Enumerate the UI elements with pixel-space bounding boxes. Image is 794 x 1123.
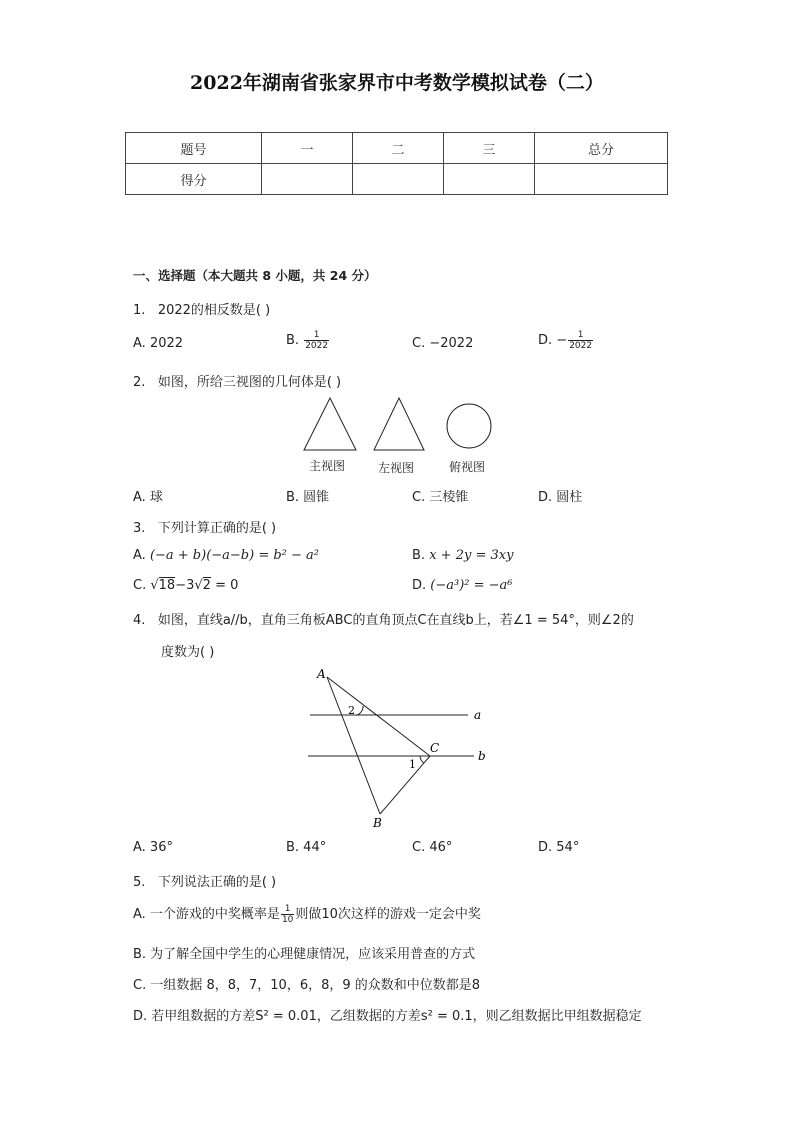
score-table-header-row xyxy=(126,133,668,164)
page-title: 2022年湖南省张家界市中考数学模拟试卷（二） xyxy=(190,72,604,94)
question-5 xyxy=(133,871,276,890)
header-cell: 总分 xyxy=(535,133,668,164)
question-text: 下列计算正确的是( ) xyxy=(157,521,277,536)
top-view-caption: 俯视图 xyxy=(449,460,486,474)
label-angle-2: 2 xyxy=(348,704,355,717)
angle-1-arc xyxy=(420,756,424,763)
header-cell: 题号 xyxy=(126,133,262,164)
option-letter: C. xyxy=(412,336,426,351)
option-letter: C. xyxy=(133,578,147,593)
score-cell[interactable] xyxy=(262,164,353,195)
top-view-circle xyxy=(447,404,491,448)
q2-option-d[interactable]: D. 圆柱 xyxy=(538,490,583,505)
option-value: (−a + b)(−a−b) = b² − a² xyxy=(149,548,320,563)
q5-option-b[interactable]: B. 为了解全国中学生的心理健康情况，应该采用普查的方式 xyxy=(133,947,476,962)
option-letter: D. xyxy=(538,333,553,348)
q3-option-d[interactable] xyxy=(412,578,513,593)
question-number: 2. xyxy=(133,375,146,390)
q1-option-b[interactable] xyxy=(286,330,330,351)
option-letter: A. xyxy=(133,336,146,351)
q2-option-c[interactable]: C. 三棱锥 xyxy=(412,490,469,505)
numerator: 1 xyxy=(281,904,294,915)
q3-option-c[interactable] xyxy=(133,578,238,593)
q1-option-a[interactable] xyxy=(133,336,183,351)
fraction xyxy=(281,904,294,925)
question-text: 如图，直线a//b，直角三角板ABC的直角顶点C在直线b上，若∠1 = 54°，则∠2的 xyxy=(157,613,634,628)
q4-option-c[interactable]: C. 46° xyxy=(412,840,453,855)
option-value: −3√ xyxy=(175,578,203,593)
option-value: x + 2y = 3xy xyxy=(429,548,514,563)
option-letter: A. xyxy=(133,548,146,563)
left-view-caption: 左视图 xyxy=(378,461,415,475)
label-line-b: b xyxy=(478,749,486,763)
header-cell: 三 xyxy=(444,133,535,164)
numerator: 1 xyxy=(304,330,329,341)
front-view-triangle xyxy=(304,398,356,450)
option-letter: B. xyxy=(412,548,426,563)
option-letter: D. xyxy=(412,578,427,593)
front-view-caption: 主视图 xyxy=(309,459,346,473)
option-text: 则做10次这样的游戏一定会中奖 xyxy=(295,907,481,922)
q3-option-b[interactable] xyxy=(412,548,513,563)
question-2 xyxy=(133,371,341,390)
option-value: (−a³)² = −a⁶ xyxy=(430,578,513,593)
label-line-a: a xyxy=(474,708,482,722)
score-table-score-row xyxy=(126,164,668,195)
q1-option-d[interactable] xyxy=(538,330,594,351)
option-letter: B. xyxy=(286,333,300,348)
question-1 xyxy=(133,299,270,318)
question-text: 如图，所给三视图的几何体是( ) xyxy=(157,375,342,390)
q4-option-b[interactable]: B. 44° xyxy=(286,840,327,855)
option-value: 2022 xyxy=(149,336,184,351)
score-cell[interactable] xyxy=(444,164,535,195)
segment-bc xyxy=(380,756,430,814)
option-value: −2022 xyxy=(429,336,474,351)
radicand: 18 xyxy=(158,578,176,593)
question-4 xyxy=(133,609,634,628)
question-3 xyxy=(133,517,276,536)
q5-option-c[interactable]: C. 一组数据 8，8，7，10，6，8，9 的众数和中位数都是8 xyxy=(133,978,481,993)
q2-option-a[interactable]: A. 球 xyxy=(133,490,163,505)
angle-2-arc xyxy=(357,706,363,715)
q2-option-b[interactable]: B. 圆锥 xyxy=(286,490,330,505)
q1-option-c[interactable] xyxy=(412,336,473,351)
label-vertex-b: B xyxy=(373,816,382,830)
question-number: 4. xyxy=(133,613,146,628)
score-table xyxy=(125,132,668,195)
denominator: 2022 xyxy=(305,341,329,351)
option-text: A. 一个游戏的中奖概率是 xyxy=(133,907,280,922)
q5-option-d[interactable]: D. 若甲组数据的方差S² = 0.01，乙组数据的方差s² = 0.1，则乙组数据比甲组数据稳定 xyxy=(133,1009,642,1024)
row-label: 得分 xyxy=(126,164,262,195)
question-text: 2022的相反数是( ) xyxy=(157,303,271,318)
q5-option-a[interactable] xyxy=(133,903,481,925)
left-view-triangle xyxy=(374,398,424,450)
question-text: 下列说法正确的是( ) xyxy=(157,875,277,890)
minus-sign: − xyxy=(556,333,568,348)
label-vertex-c: C xyxy=(430,741,440,755)
q4-option-a[interactable]: A. 36° xyxy=(133,840,173,855)
fraction xyxy=(304,330,329,351)
header-cell: 一 xyxy=(262,133,353,164)
question-number: 3. xyxy=(133,521,146,536)
q4-option-d[interactable]: D. 54° xyxy=(538,840,580,855)
score-cell[interactable] xyxy=(353,164,444,195)
label-angle-1: 1 xyxy=(409,758,416,771)
q3-option-a[interactable] xyxy=(133,548,319,563)
label-vertex-a: A xyxy=(317,667,326,681)
section-heading: 一、选择题（本大题共 8 小题，共 24 分） xyxy=(133,268,377,283)
geometry-figure xyxy=(300,664,500,834)
denominator: 2022 xyxy=(569,341,593,351)
denominator: 10 xyxy=(281,915,294,925)
question-number: 1. xyxy=(133,303,146,318)
fraction xyxy=(568,330,593,351)
question-4-continued: 度数为( ) xyxy=(161,645,215,660)
three-views-figure xyxy=(300,396,500,456)
option-value: = 0 xyxy=(210,578,239,593)
sqrt-sign: √ xyxy=(150,578,159,593)
question-number: 5. xyxy=(133,875,146,890)
score-cell[interactable] xyxy=(535,164,668,195)
radicand: 2 xyxy=(202,578,211,593)
header-cell: 二 xyxy=(353,133,444,164)
numerator: 1 xyxy=(568,330,593,341)
